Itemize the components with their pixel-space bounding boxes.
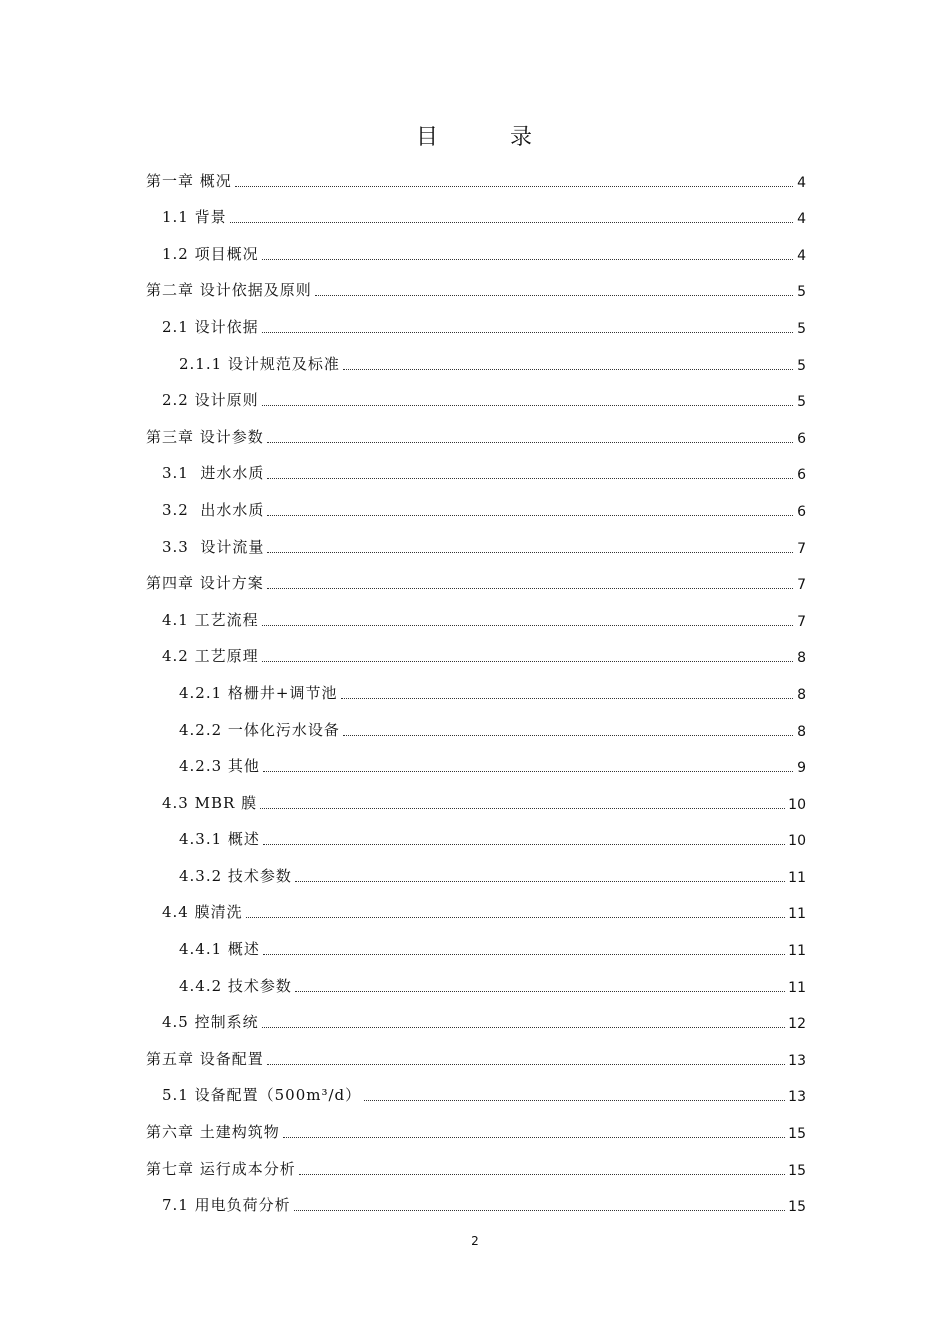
toc-entry-page: 7 <box>797 577 806 594</box>
toc-entry-page: 7 <box>797 540 806 557</box>
toc-entry[interactable] <box>146 967 806 1004</box>
toc-entry[interactable] <box>146 199 806 236</box>
toc-title <box>0 120 950 151</box>
toc-entry[interactable] <box>146 1004 806 1041</box>
toc-entry-page: 11 <box>788 869 806 886</box>
toc-entry[interactable] <box>146 674 806 711</box>
toc-entry-label: 4.2 工艺原理 <box>162 647 259 666</box>
toc-entry-label: 4.4.1 概述 <box>179 940 260 959</box>
toc-entry[interactable] <box>146 565 806 602</box>
toc-entry[interactable] <box>146 1077 806 1114</box>
toc-leader-dots <box>262 332 793 333</box>
toc-entry-label: 4.4 膜清洗 <box>162 903 243 922</box>
toc-entry-page: 15 <box>788 1199 806 1216</box>
toc-leader-dots <box>343 735 793 736</box>
toc-entry[interactable] <box>146 1150 806 1187</box>
toc-leader-dots <box>262 1027 786 1028</box>
toc-entry-page: 13 <box>788 1052 806 1069</box>
toc-entry[interactable] <box>146 748 806 785</box>
toc-entry-label: 第二章 设计依据及原则 <box>146 281 312 300</box>
toc-entry-label: 1.1 背景 <box>162 208 227 227</box>
toc-entry-page: 11 <box>788 943 806 960</box>
toc-entry-label: 3.1 进水水质 <box>162 464 265 483</box>
toc-leader-dots <box>294 1210 786 1211</box>
toc-entry[interactable] <box>146 857 806 894</box>
toc-entry[interactable] <box>146 601 806 638</box>
toc-leader-dots <box>263 844 785 845</box>
toc-entry-page: 10 <box>788 833 806 850</box>
toc-entry-label: 7.1 用电负荷分析 <box>162 1196 291 1215</box>
toc-entry-page: 5 <box>797 357 806 374</box>
toc-leader-dots <box>295 991 785 992</box>
toc-entry-page: 10 <box>788 796 806 813</box>
toc-entry-page: 11 <box>788 979 806 996</box>
toc-leader-dots <box>299 1174 785 1175</box>
toc-leader-dots <box>262 661 793 662</box>
toc-entry-label: 4.4.2 技术参数 <box>179 976 292 995</box>
toc-leader-dots <box>267 515 793 516</box>
toc-entry[interactable] <box>146 821 806 858</box>
toc-leader-dots <box>315 295 793 296</box>
toc-leader-dots <box>283 1137 785 1138</box>
table-of-contents <box>146 162 806 1223</box>
toc-entry-page: 11 <box>788 906 806 923</box>
toc-entry-page: 7 <box>797 613 806 630</box>
toc-entry-label: 2.1.1 设计规范及标准 <box>179 354 340 373</box>
toc-entry-page: 4 <box>797 174 806 191</box>
toc-leader-dots <box>343 369 793 370</box>
toc-leader-dots <box>230 222 793 223</box>
toc-entry-label: 4.5 控制系统 <box>162 1013 259 1032</box>
toc-entry[interactable] <box>146 345 806 382</box>
toc-leader-dots <box>262 259 793 260</box>
toc-entry-label: 第五章 设备配置 <box>146 1049 264 1068</box>
toc-entry-page: 4 <box>797 247 806 264</box>
toc-entry-label: 4.2.2 一体化污水设备 <box>179 720 340 739</box>
toc-entry-label: 5.1 设备配置（500m³/d） <box>162 1086 362 1105</box>
toc-entry-page: 15 <box>788 1162 806 1179</box>
toc-entry-label: 4.2.1 格栅井+调节池 <box>179 683 338 702</box>
toc-leader-dots <box>341 698 793 699</box>
toc-leader-dots <box>246 917 786 918</box>
toc-leader-dots <box>295 881 785 882</box>
toc-entry[interactable] <box>146 528 806 565</box>
toc-entry-label: 4.3 MBR 膜 <box>162 793 258 812</box>
toc-entry-label: 第七章 运行成本分析 <box>146 1159 296 1178</box>
toc-leader-dots <box>267 552 793 553</box>
toc-entry-label: 2.2 设计原则 <box>162 391 259 410</box>
toc-entry-label: 第一章 概况 <box>146 171 232 190</box>
toc-leader-dots <box>267 588 793 589</box>
toc-entry-page: 15 <box>788 1126 806 1143</box>
toc-title-left: 目 <box>415 125 440 150</box>
toc-entry-label: 4.3.1 概述 <box>179 830 260 849</box>
toc-entry-page: 6 <box>797 503 806 520</box>
toc-entry[interactable] <box>146 930 806 967</box>
toc-entry-label: 第四章 设计方案 <box>146 574 264 593</box>
toc-entry-page: 5 <box>797 394 806 411</box>
toc-entry-page: 13 <box>788 1089 806 1106</box>
toc-entry-label: 1.2 项目概况 <box>162 244 259 263</box>
toc-leader-dots <box>262 405 793 406</box>
toc-title-right: 录 <box>510 125 535 150</box>
toc-leader-dots <box>235 186 793 187</box>
toc-entry[interactable] <box>146 894 806 931</box>
toc-leader-dots <box>260 808 785 809</box>
toc-leader-dots <box>267 442 793 443</box>
toc-entry-page: 4 <box>797 211 806 228</box>
toc-leader-dots <box>262 625 793 626</box>
toc-entry[interactable] <box>146 711 806 748</box>
toc-entry[interactable] <box>146 308 806 345</box>
toc-entry-label: 4.1 工艺流程 <box>162 610 259 629</box>
toc-entry-page: 8 <box>797 686 806 703</box>
page-number: 2 <box>471 1234 479 1248</box>
toc-entry-page: 5 <box>797 284 806 301</box>
toc-entry[interactable] <box>146 1040 806 1077</box>
toc-entry-label: 4.3.2 技术参数 <box>179 866 292 885</box>
toc-entry[interactable] <box>146 418 806 455</box>
toc-entry-page: 5 <box>797 320 806 337</box>
toc-entry-page: 6 <box>797 467 806 484</box>
toc-entry[interactable] <box>146 272 806 309</box>
toc-leader-dots <box>364 1100 785 1101</box>
toc-entry[interactable] <box>146 638 806 675</box>
toc-entry[interactable] <box>146 491 806 528</box>
toc-entry-page: 8 <box>797 650 806 667</box>
toc-entry-page: 8 <box>797 723 806 740</box>
toc-entry-page: 6 <box>797 430 806 447</box>
toc-entry-page: 12 <box>788 1016 806 1033</box>
toc-entry-label: 第三章 设计参数 <box>146 427 264 446</box>
toc-entry-label: 2.1 设计依据 <box>162 317 259 336</box>
toc-entry[interactable] <box>146 1187 806 1224</box>
toc-leader-dots <box>267 478 793 479</box>
toc-entry[interactable] <box>146 1113 806 1150</box>
toc-entry-page: 9 <box>797 760 806 777</box>
toc-entry-label: 3.3 设计流量 <box>162 537 265 556</box>
toc-entry[interactable] <box>146 162 806 199</box>
toc-entry[interactable] <box>146 784 806 821</box>
toc-leader-dots <box>263 771 793 772</box>
toc-entry-label: 3.2 出水水质 <box>162 500 265 519</box>
toc-entry-label: 第六章 土建构筑物 <box>146 1123 280 1142</box>
toc-entry-label: 4.2.3 其他 <box>179 757 260 776</box>
toc-leader-dots <box>267 1064 785 1065</box>
toc-leader-dots <box>263 954 785 955</box>
toc-entry[interactable] <box>146 455 806 492</box>
toc-entry[interactable] <box>146 235 806 272</box>
toc-entry[interactable] <box>146 382 806 419</box>
